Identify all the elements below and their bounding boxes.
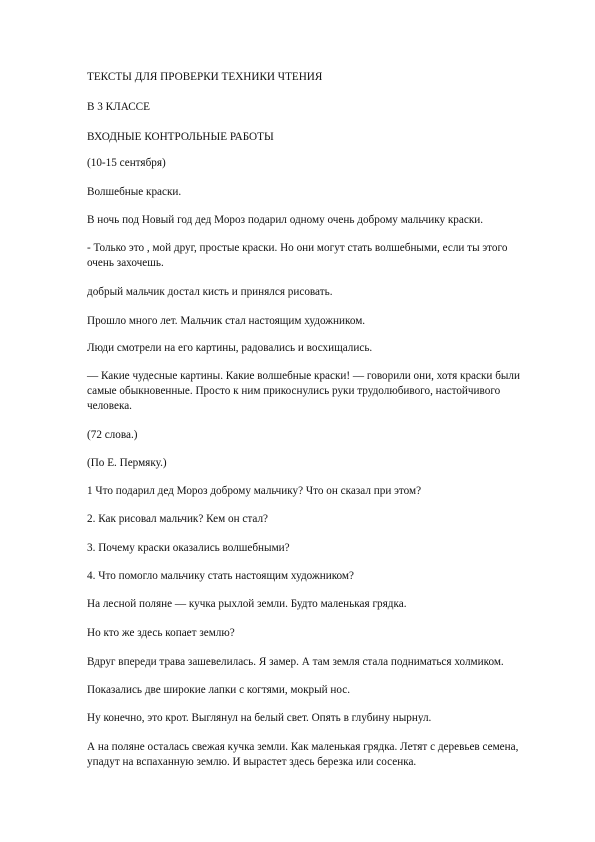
story1-paragraph: Люди смотрели на его картины, радовались и восхищались. <box>87 342 373 354</box>
story2-paragraph: А на поляне осталась свежая кучка земли. Как маленькая грядка. Летят с деревьев семена, упадут на вспаханную землю. И вырастет здесь березка или сосенка. <box>87 741 519 768</box>
story1-paragraph: В ночь под Новый год дед Мороз подарил одному очень доброму мальчику краски. <box>87 214 484 226</box>
story1-word-count: (72 слова.) <box>87 429 138 441</box>
story2-paragraph: Вдруг впереди трава зашевелилась. Я замер. А там земля стала подниматься холмиком. <box>87 656 504 668</box>
story1-paragraph: добрый мальчик достал кисть и принялся рисовать. <box>87 286 333 298</box>
question-item: 1 Что подарил дед Мороз доброму мальчику? Что он сказал при этом? <box>87 485 422 497</box>
story1-paragraph: — Какие чудесные картины. Какие волшебные краски! — говорили они, хотя краски были самые обыкновенные. Просто к ним прикоснулись руки трудолюбивого, настойчивого человека. <box>87 370 520 412</box>
heading-title: ТЕКСТЫ ДЛЯ ПРОВЕРКИ ТЕХНИКИ ЧТЕНИЯ <box>87 71 323 83</box>
story1-author: (По Е. Пермяку.) <box>87 457 167 469</box>
story1-title: Волшебные краски. <box>87 186 182 198</box>
story2-paragraph: Показались две широкие лапки с когтями, мокрый нос. <box>87 684 351 696</box>
question-item: 3. Почему краски оказались волшебными? <box>87 542 290 554</box>
story2-paragraph: На лесной поляне — кучка рыхлой земли. Будто маленькая грядка. <box>87 598 407 610</box>
story2-paragraph: Но кто же здесь копает землю? <box>87 627 235 639</box>
question-item: 4. Что помогло мальчику стать настоящим художником? <box>87 570 354 582</box>
story2-paragraph: Ну конечно, это крот. Выглянул на белый свет. Опять в глубину нырнул. <box>87 712 432 724</box>
story1-paragraph: - Только это , мой друг, простые краски. Но они могут стать волшебными, если ты этого очень захочешь. <box>87 242 508 269</box>
question-item: 2. Как рисовал мальчик? Кем он стал? <box>87 513 268 525</box>
heading-section: ВХОДНЫЕ КОНТРОЛЬНЫЕ РАБОТЫ <box>87 131 274 143</box>
heading-grade: В 3 КЛАССЕ <box>87 101 150 113</box>
heading-dates: (10-15 сентября) <box>87 157 166 169</box>
story1-paragraph: Прошло много лет. Мальчик стал настоящим художником. <box>87 315 366 327</box>
